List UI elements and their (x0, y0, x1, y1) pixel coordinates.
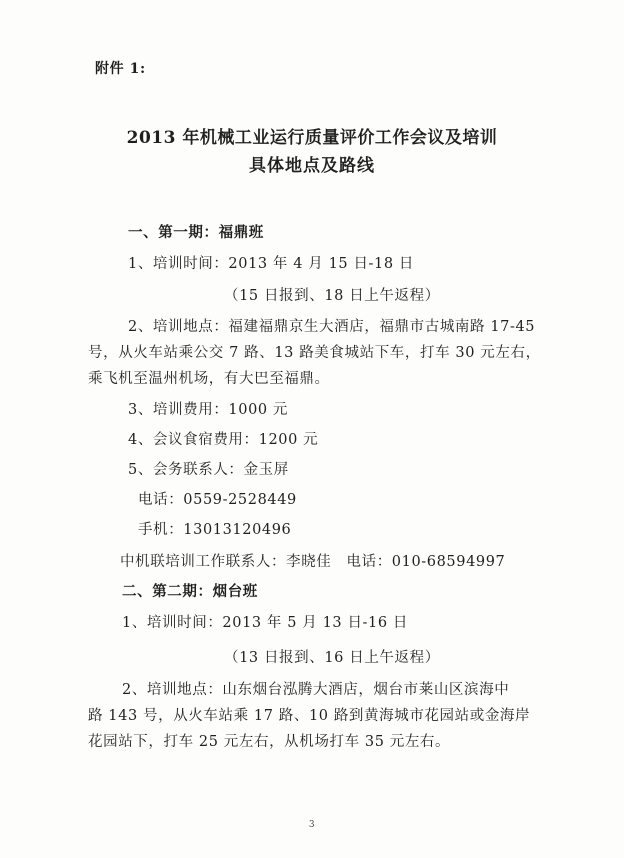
section-1-cmif-contact: 中机联培训工作联系人：李晓佳 电话：010-68594997 (120, 554, 506, 570)
document-title-line-1: 2013 年机械工业运行质量评价工作会议及培训 (126, 128, 498, 148)
document-title-line-2: 具体地点及路线 (249, 156, 375, 176)
section-1-meals: 4、会议食宿费用：1200 元 (128, 432, 319, 448)
section-2-location-line-1: 2、培训地点：山东烟台泓腾大酒店，烟台市莱山区滨海中 (122, 682, 510, 698)
section-1-fee: 3、培训费用：1000 元 (128, 402, 289, 418)
section-2-heading: 二、第二期：烟台班 (122, 583, 258, 600)
section-2-training-time-note: （13 日报到、16 日上午返程） (224, 650, 440, 666)
section-1-heading: 一、第一期：福鼎班 (128, 224, 264, 241)
section-1-location-line-2: 号，从火车站乘公交 7 路、13 路美食城站下车，打车 30 元左右， (88, 345, 541, 361)
section-2-location-line-3: 花园站下，打车 25 元左右，从机场打车 35 元左右。 (88, 734, 451, 750)
section-1-phone: 电话：0559-2528449 (138, 492, 297, 508)
section-1-training-time: 1、培训时间：2013 年 4 月 15 日-18 日 (128, 256, 415, 272)
section-1-location-line-3: 乘飞机至温州机场，有大巴至福鼎。 (88, 371, 330, 387)
page-number: 3 (308, 820, 316, 830)
section-1-training-time-note: （15 日报到、18 日上午返程） (224, 288, 440, 304)
section-1-mobile: 手机：13013120496 (138, 522, 292, 538)
section-1-location-line-1: 2、培训地点：福建福鼎京生大酒店，福鼎市古城南路 17-45 (128, 319, 536, 335)
section-2-location-line-2: 路 143 号，从火车站乘 17 路、10 路到黄海城市花园站或金海岸 (88, 708, 531, 724)
section-2-training-time: 1、培训时间：2013 年 5 月 13 日-16 日 (122, 615, 409, 631)
attachment-label: 附件 1: (95, 61, 146, 77)
section-1-contact: 5、会务联系人：金玉屏 (128, 462, 289, 478)
